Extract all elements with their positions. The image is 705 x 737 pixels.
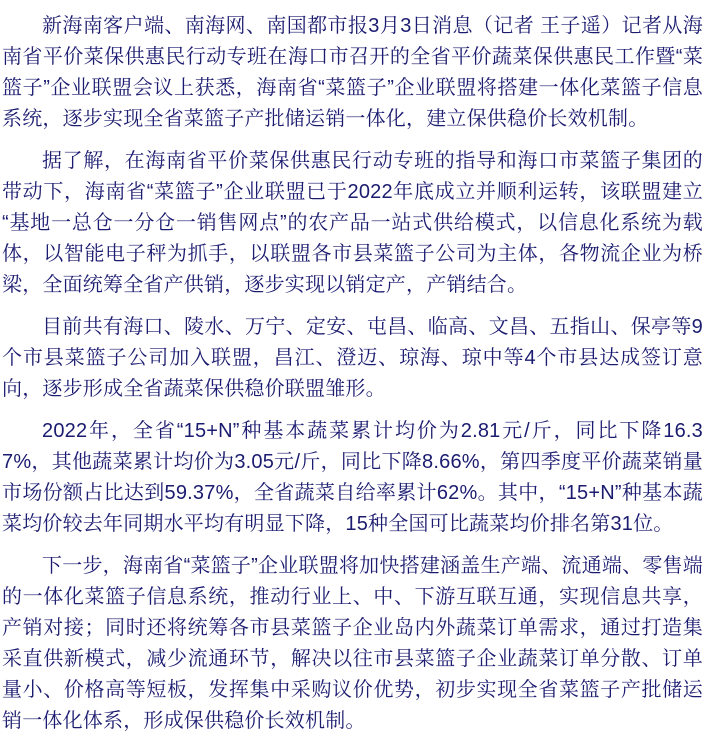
article-paragraph: 2022年，全省“15+N”种基本蔬菜累计均价为2.81元/斤，同比下降16.37%，其他蔬菜累计均价为3.05元/斤，同比下降8.66%，第四季度平价蔬菜销量市场份额占比达到59.37%，全省蔬菜自给率累计62%。其中，“15+N”种基本蔬菜均价较去年同期水平均有明显下降，15种全国可比蔬菜均价排名第31位。	[2, 420, 703, 535]
article-paragraph: 下一步，海南省“菜篮子”企业联盟将加快搭建涵盖生产端、流通端、零售端的一体化菜篮子信息系统，推动行业上、中、下游互联互通，实现信息共享，产销对接；同时还将统筹各市县菜篮子企业岛内外蔬菜订单需求，通过打造集采直供新模式，减少流通环节，解决以往市县菜篮子企业蔬菜订单分散、订单量小、价格高等短板，发挥集中采购议价优势，初步实现全省菜篮子产批储运销一体化体系，形成保供稳价长效机制。	[2, 555, 703, 732]
article-paragraph: 目前共有海口、陵水、万宁、定安、屯昌、临高、文昌、五指山、保亭等9个市县菜篮子公司加入联盟，昌江、澄迈、琼海、琼中等4个市县达成签订意向，逐步形成全省蔬菜保供稳价联盟雏形。	[2, 316, 703, 400]
article-paragraph-lead: 新海南客户端、南海网、南国都市报3月3日消息（记者 王子遥）记者从海南省平价菜保供惠民行动专班在海口市召开的全省平价蔬菜保供惠民工作暨“菜篮子”企业联盟会议上获悉，海南省“菜篮子”企业联盟将搭建一体化菜篮子信息系统，逐步实现全省菜篮子产批储运销一体化，建立保供稳价长效机制。	[2, 15, 703, 130]
article-paragraph: 据了解，在海南省平价菜保供惠民行动专班的指导和海口市菜篮子集团的带动下，海南省“菜篮子”企业联盟已于2022年底成立并顺利运转，该联盟建立“基地一总仓一分仓一销售网点”的农产品一站式供给模式，以信息化系统为载体，以智能电子秤为抓手，以联盟各市县菜篮子公司为主体，各物流企业为桥梁，全面统筹全省产供销，逐步实现以销定产，产销结合。	[2, 150, 703, 296]
